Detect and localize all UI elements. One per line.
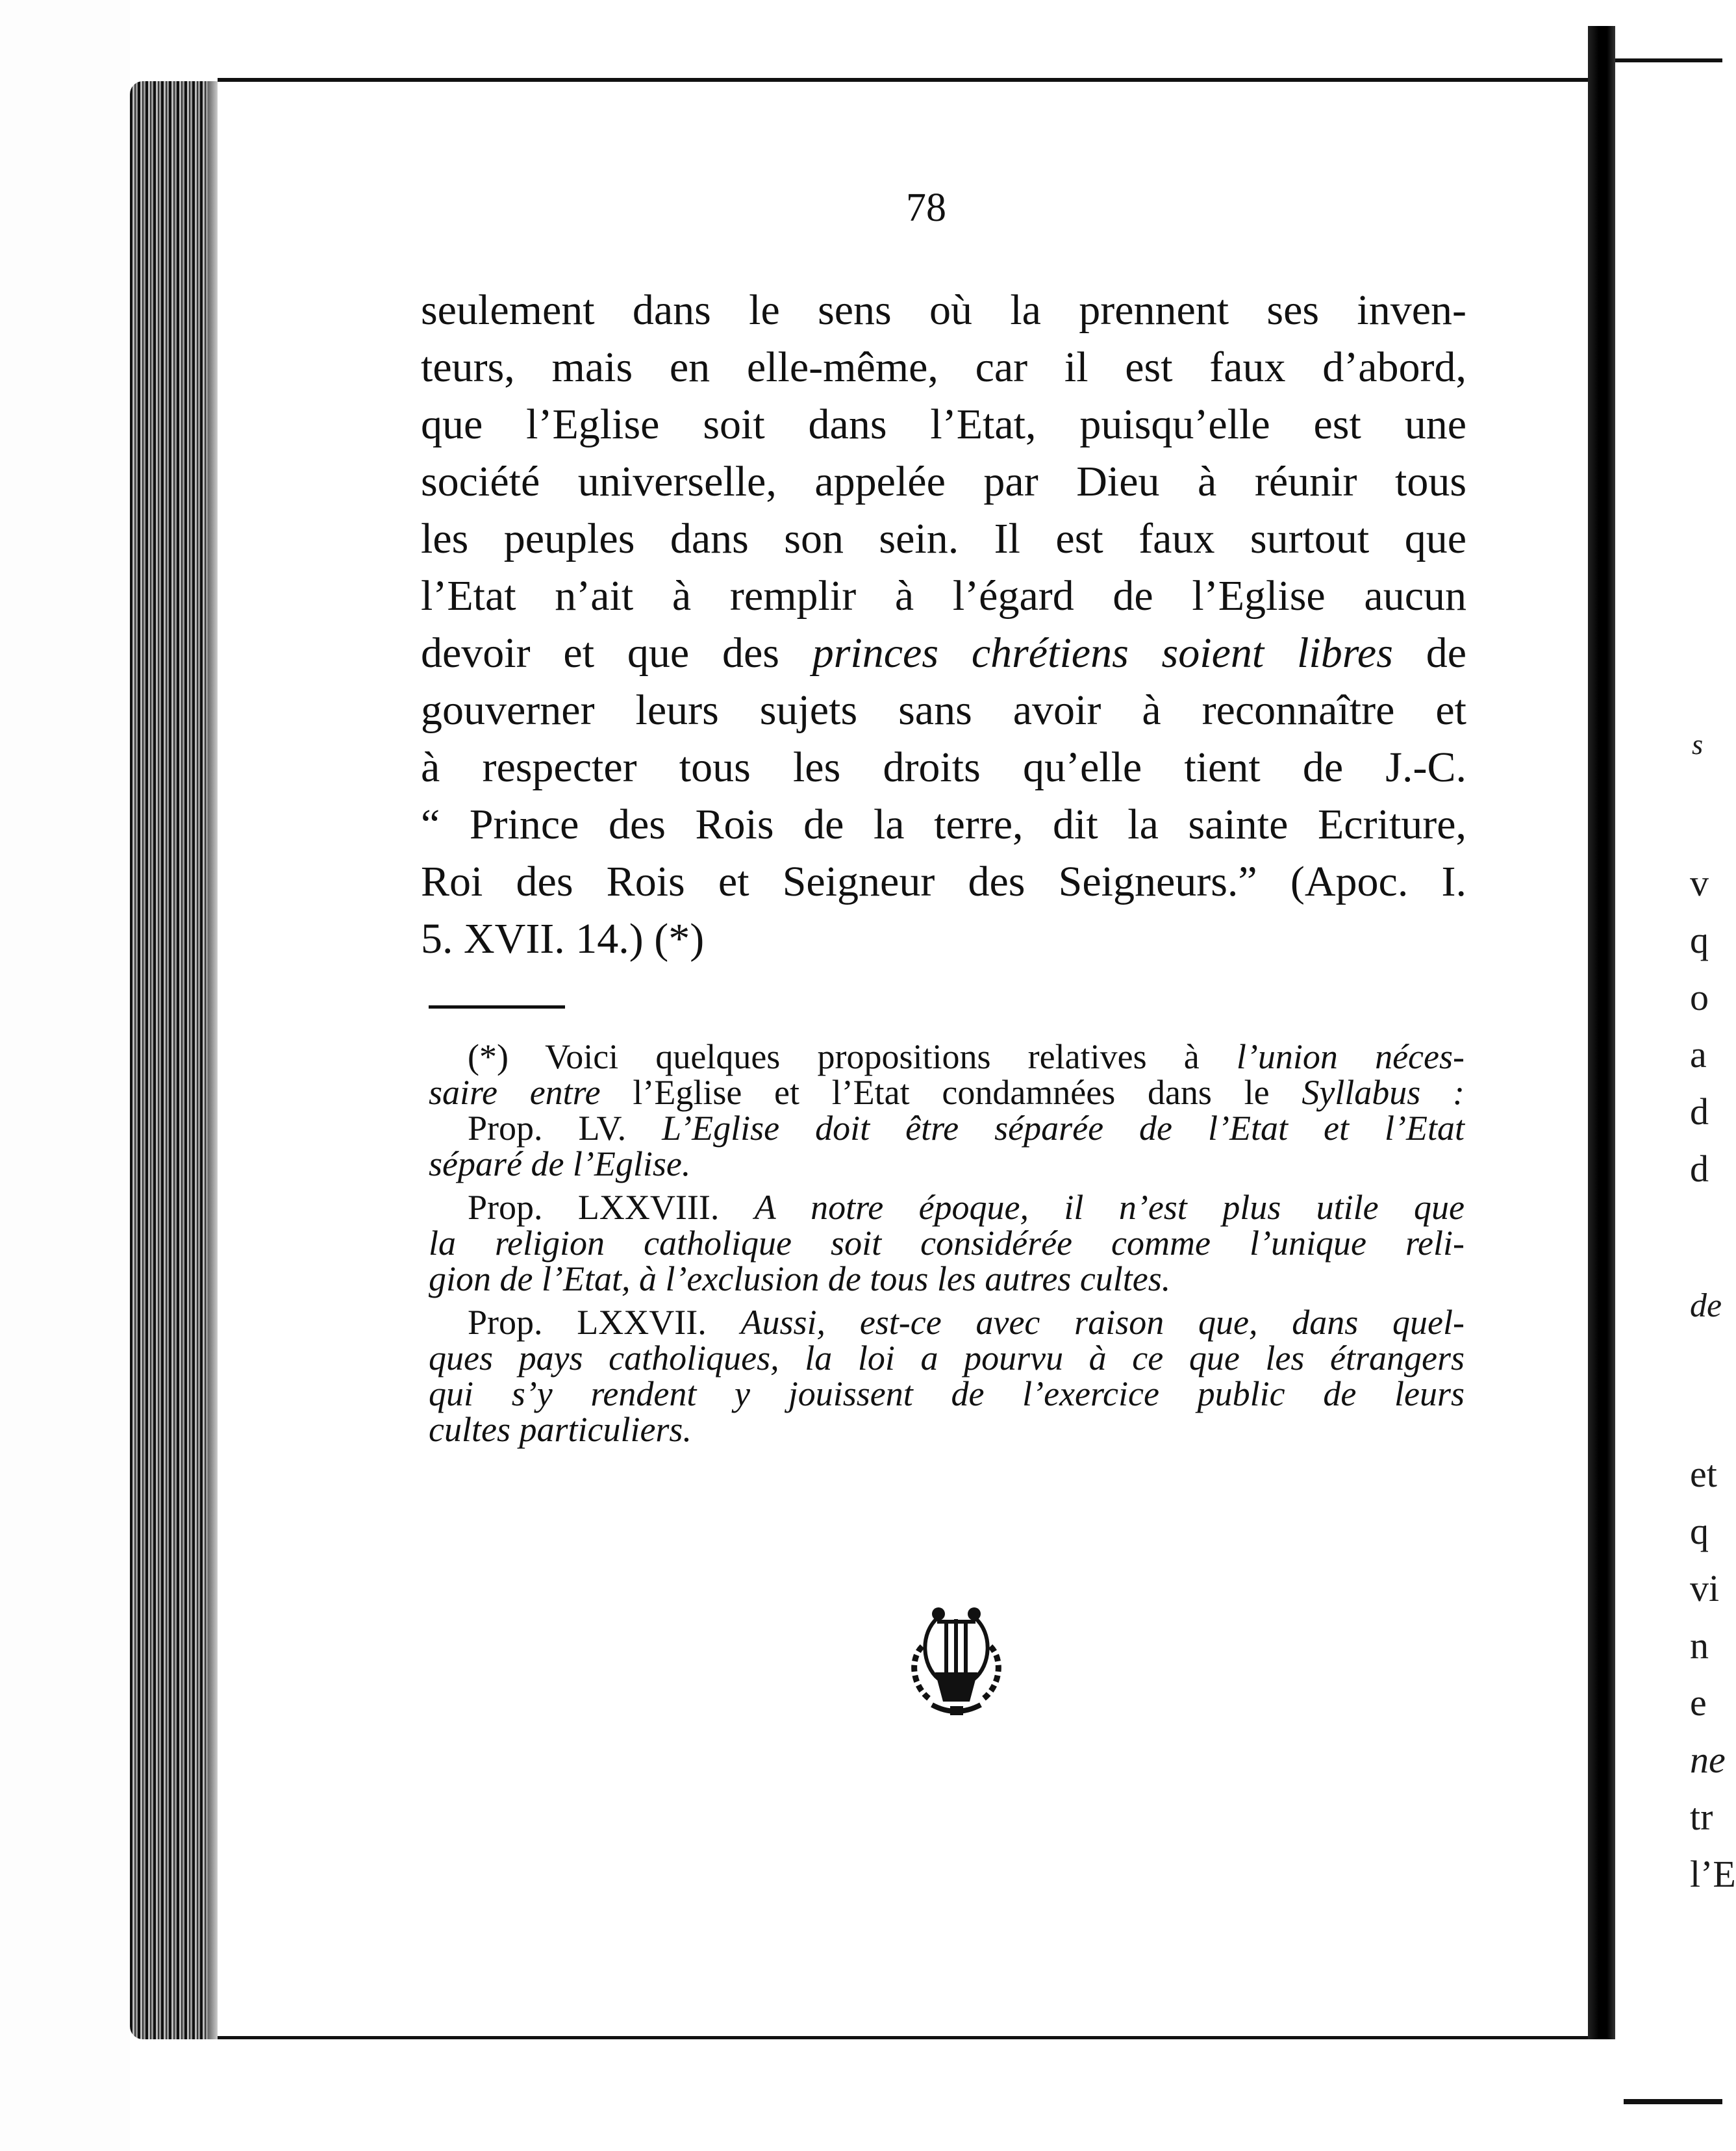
facing-fragment: vi bbox=[1690, 1567, 1720, 1609]
facing-fragment: s bbox=[1692, 729, 1704, 761]
body-line: les peuples dans son sein. Il est faux surtout que bbox=[421, 515, 1466, 562]
facing-fragment: d bbox=[1690, 1090, 1709, 1133]
scan-border-top bbox=[0, 0, 1722, 26]
book-gutter bbox=[1588, 26, 1615, 2104]
body-line: seulement dans le sens où la prennent ses inven- bbox=[421, 286, 1466, 334]
body-line: teurs, mais en elle-même, car il est faux d’abord, bbox=[421, 344, 1466, 391]
body-line: à respecter tous les droits qu’elle tient de J.-C. bbox=[421, 744, 1466, 791]
facing-fragment: l’E bbox=[1690, 1853, 1736, 1895]
body-line: “ Prince des Rois de la terre, dit la sainte Ecriture, bbox=[421, 801, 1466, 848]
scan-margin-bottom bbox=[130, 2039, 1624, 2151]
facing-fragment: o bbox=[1690, 976, 1709, 1018]
scan-margin-left bbox=[0, 0, 130, 2151]
footnote-line: gion de l’Etat, à l’exclusion de tous les autres cultes. bbox=[429, 1259, 1171, 1298]
facing-fragment: d bbox=[1690, 1148, 1709, 1190]
facing-fragment: n bbox=[1690, 1624, 1709, 1667]
footnote-line: séparé de l’Eglise. bbox=[429, 1144, 691, 1183]
facing-page bbox=[1615, 58, 1736, 2104]
footnote-line: cultes particuliers. bbox=[429, 1410, 692, 1449]
facing-fragment: e bbox=[1690, 1681, 1707, 1724]
body-line: gouverner leurs sujets sans avoir à reconnaître et bbox=[421, 686, 1466, 734]
footnote-line: saire entre l’Eglise et l’Etat condamnées dans le Syllabus : bbox=[429, 1073, 1465, 1112]
body-line: l’Etat n’ait à remplir à l’égard de l’Eglise aucun bbox=[421, 572, 1466, 620]
body-line: que l’Eglise soit dans l’Etat, puisqu’elle est une bbox=[421, 401, 1466, 448]
facing-fragment: q bbox=[1690, 1510, 1709, 1552]
footnote-rule bbox=[429, 1005, 565, 1009]
body-line: société universelle, appelée par Dieu à réunir tous bbox=[421, 458, 1466, 505]
footnote-line: ques pays catholiques, la loi a pourvu à ce que les étrangers bbox=[429, 1339, 1465, 1377]
page-number: 78 bbox=[906, 186, 946, 230]
facing-fragment: de bbox=[1690, 1287, 1722, 1324]
body-line: Roi des Rois et Seigneur des Seigneurs.” (Apoc. I. bbox=[421, 858, 1466, 905]
body-line: devoir et que des princes chrétiens soient libres de bbox=[421, 629, 1467, 677]
footnote-line: qui s’y rendent y jouissent de l’exercice public de leurs bbox=[429, 1374, 1465, 1413]
page-edges bbox=[130, 81, 218, 2039]
footnote-line: Prop. LXXVIII. A notre époque, il n’est plus utile que bbox=[468, 1188, 1465, 1227]
facing-fragment: q bbox=[1690, 919, 1709, 961]
footnote-line: Prop. LXXVII. Aussi, est-ce avec raison que, dans quel- bbox=[468, 1303, 1465, 1342]
lyre-ornament-icon bbox=[899, 1594, 1013, 1721]
facing-fragment: tr bbox=[1690, 1796, 1713, 1838]
footnote-line: la religion catholique soit considérée comme l’unique reli- bbox=[429, 1224, 1465, 1263]
facing-fragment: ne bbox=[1690, 1739, 1726, 1781]
facing-fragment: v bbox=[1690, 862, 1709, 904]
footnote-line: Prop. LV. L’Eglise doit être séparée de l’Etat et l’Etat bbox=[468, 1109, 1465, 1148]
facing-fragment: et bbox=[1690, 1453, 1717, 1495]
body-line: 5. XVII. 14.) (*) bbox=[421, 915, 705, 962]
footnote-line: (*) Voici quelques propositions relatives à l’union néces- bbox=[468, 1037, 1465, 1076]
facing-fragment: a bbox=[1690, 1033, 1707, 1076]
